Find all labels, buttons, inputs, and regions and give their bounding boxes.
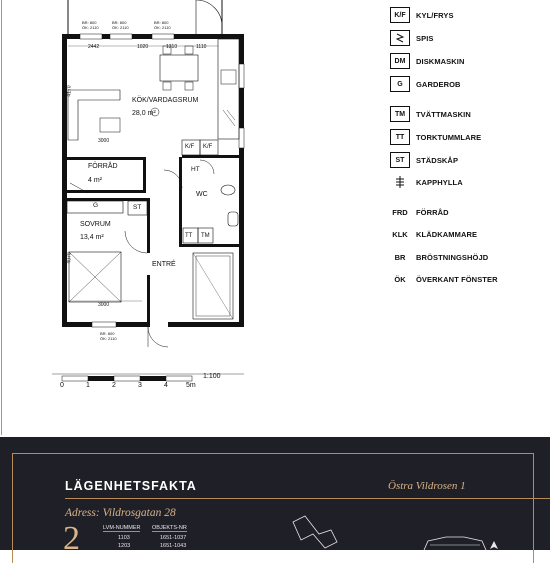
room-name-storage: FÖRRÅD [88, 163, 118, 170]
scale-tick-1: 1 [86, 382, 90, 389]
sofa [68, 90, 120, 140]
legend-box-tt: TT [390, 129, 410, 145]
fixture-kf-left: K/F [185, 144, 195, 150]
fixture-kf-right: K/F [203, 144, 213, 150]
window-top-left [80, 34, 102, 39]
legend-row-garderob [390, 75, 461, 93]
facts-col-header-objekt: OBJEKTS-NR [152, 525, 187, 531]
legend-row-diskmaskin [390, 52, 465, 70]
scale-ratio: 1:100 [203, 373, 221, 380]
dim-1110: 1110 [196, 44, 207, 50]
legend-abbr-ok: ÖK [394, 274, 406, 284]
dim-1020: 1020 [137, 44, 149, 50]
window-bottom [92, 322, 116, 327]
dim-1310: 1310 [166, 44, 178, 50]
building-elevation-icon [420, 535, 490, 550]
legend-box-g: G [390, 76, 410, 92]
facts-cell-lvm-2: 1203 [118, 543, 131, 549]
dim-4070: 4070 [66, 252, 73, 264]
legend-row-spis [390, 29, 434, 47]
legend-box-st: ST [390, 152, 410, 168]
window-top-mid [110, 34, 132, 39]
legend-label-tvattmaskin: TVÄTTMASKIN [416, 109, 471, 119]
dining-table [160, 55, 198, 81]
legend-label-kyl-frys: KYL/FRYS [416, 10, 454, 20]
kitchen-counter [218, 39, 239, 139]
wall-left [62, 34, 67, 327]
scale-tick-0: 0 [60, 382, 64, 389]
facts-col-header-lvm: LVM-NUMMER [103, 525, 141, 531]
legend-abbr-br: BR [394, 252, 406, 262]
legend-row-stadskap [390, 151, 459, 169]
room-area-storage: 4 m² [88, 177, 102, 184]
facts-divider [65, 498, 550, 499]
legend-label-kapphylla: KAPPHYLLA [416, 177, 463, 187]
room-area-bedroom: 13,4 m² [80, 234, 104, 241]
window-label-bottom: BR: 800 ÖK: 2110 [100, 331, 117, 341]
room-name-wc: WC [196, 191, 208, 198]
north-arrow-icon [490, 541, 498, 549]
scale-tick-3: 3 [138, 382, 142, 389]
legend-label-kladkammare: KLÄDKAMMARE [416, 229, 478, 239]
entrance-door-swing [148, 327, 168, 347]
scale-bar [62, 376, 192, 381]
floor-plan [0, 0, 260, 400]
window-label-top-right: BR: 800 ÖK: 2110 [154, 20, 171, 30]
window-label-top-left: BR: 800 ÖK: 2110 [82, 20, 99, 30]
scale-tick-4: 4 [164, 382, 168, 389]
fixture-st: ST [133, 204, 142, 211]
fixture-tm: TM [201, 233, 210, 239]
room-area-kitchen: 28,0 m² [132, 110, 156, 117]
balcony-door-swing [196, 0, 222, 26]
facts-cell-objekt-1: 1651-1037 [160, 535, 187, 541]
legend-label-forrad: FÖRRÅD [416, 207, 449, 217]
room-name-kitchen: KÖK/VARDAGSRUM [132, 97, 199, 104]
legend-box-tm: TM [390, 106, 410, 122]
scale-tick-5m: 5m [186, 382, 196, 389]
facts-title: LÄGENHETSFAKTA [65, 479, 197, 493]
stove-icon [390, 30, 410, 46]
fixture-g: G [93, 202, 99, 209]
legend-label-garderob: GARDEROB [416, 79, 461, 89]
dim-2442: 2442 [88, 44, 100, 50]
legend-row-tvattmaskin [390, 105, 471, 123]
dim-4170: 4170 [66, 85, 73, 97]
room-name-bedroom: SOVRUM [80, 221, 111, 228]
dim-3000: 3000 [98, 138, 110, 144]
legend-abbr-frd: FRD [392, 207, 408, 217]
legend-row-kapphylla [390, 173, 463, 191]
room-name-entrance: ENTRÉ [152, 261, 176, 268]
legend-box-kf: K/F [390, 7, 410, 23]
fixture-tt: TT [185, 233, 193, 239]
legend-row-kyl-frys [390, 6, 454, 24]
legend-abbr-klk: KLK [392, 229, 408, 239]
scale-tick-2: 2 [112, 382, 116, 389]
legend-label-spis: SPIS [416, 33, 434, 43]
room-name-ht: HT [191, 166, 200, 173]
window-top-right [152, 34, 174, 39]
legend-label-stadskap: STÄDSKÅP [416, 155, 459, 165]
window-label-top-mid: BR: 800 ÖK: 2110 [112, 20, 129, 30]
legend-label-overkant-fonster: ÖVERKANT FÖNSTER [416, 274, 498, 284]
legend-label-brostningshojd: BRÖSTNINGSHÖJD [416, 252, 489, 262]
facts-area-name: Östra Vildrosen 1 [388, 480, 466, 492]
coat-rack-icon [390, 174, 410, 190]
legend-box-dm: DM [390, 53, 410, 69]
dim-3000b: 3000 [98, 302, 110, 308]
legend-label-torktumlare: TORKTUMMLARE [416, 132, 482, 142]
legend-label-diskmaskin: DISKMASKIN [416, 56, 465, 66]
facts-cell-lvm-1: 1103 [118, 535, 130, 541]
legend-row-torktumlare [390, 128, 482, 146]
facts-cell-objekt-2: 1651-1043 [160, 543, 187, 549]
apartment-facts-panel [0, 437, 550, 557]
building-outline-icon [285, 512, 345, 550]
facts-address: Adress: Vildrosgatan 28 [65, 507, 176, 519]
facts-room-count: 2 [63, 520, 80, 557]
